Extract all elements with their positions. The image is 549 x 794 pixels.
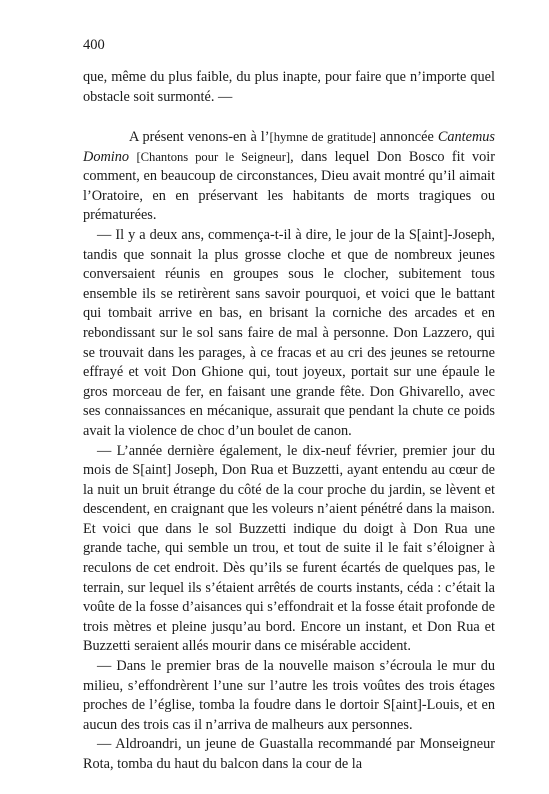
- text-block-intro: [83, 68, 495, 107]
- paragraph-cesspit: — L’année dernière également, le dix-neuf février, premier jour du mois de S[aint] Joseph, Don Rua et Buzzetti, ayant entendu au cœur de la nuit un bruit étrange du côté de la cour proche du jardin, se lèvent et descendent, en craignant que les voleurs n’aient pénétré dans la maison. Et voici que dans le sol Buzzetti indique du doigt à Don Rua une grande tache, qui semble un trou, et tout de suite il le fait s’éloigner à reculons de cet endroit. Dès qu’ils se furent écartés de quelques pas, le terrain, sur lequel ils s’étaient arrêtés de courts instants, céda : c’était la voûte de la fosse d’aisances qui s’effondrait et la fosse était profonde de trois mètres et pleine jusqu’au bord. Encore un instant, et Don Rua et Buzzetti seraient allés mourir dans ce misérable accident.: [83, 442, 495, 655]
- text-block-main: [83, 128, 495, 775]
- paragraph-new-house: — Dans le premier bras de la nouvelle maison s’écroula le mur du milieu, s’effondrèrent l’une sur l’autre les trois voûtes des trois étages proches de l’église, tomba la foudre dans le dortoir S[aint]-Louis, et en aucun des trois cas il n’arriva de malheurs aux personnes.: [83, 658, 495, 733]
- paragraph-continuation: que, même du plus faible, du plus inapte, pour faire que n’importe quel obstacle soit surmonté. —: [83, 69, 495, 105]
- paragraph-aldroandri: — Aldroandri, un jeune de Guastalla recommandé par Monseigneur Rota, tomba du haut du balcon dans la cour de la: [83, 736, 495, 772]
- paragraph-text: , dans lequel Don Bosco fit voir comment, en beaucoup de circonstances, Dieu avait montré qu’il aimait l’Oratoire, en en préservant les habitants de morts tragiques ou prématurées.: [83, 148, 495, 224]
- editorial-note: [Chantons pour le Seigneur]: [136, 149, 291, 164]
- paragraph-bell: — Il y a deux ans, commença-t-il à dire, le jour de la S[aint]-Joseph, tandis que sonnait la plus grosse cloche et que de nombreux jeunes conversaient réunis en groupes sous le clocher, subitement tous ensemble ils se retirèrent sans savoir pourquoi, et voici que le battant qui tombait arrive en bas, en brisant la corniche des arcades et en rebondissant sur le sol sans faire de mal à personne. Don Lazzero, qui se trouvait dans les parages, à ce fracas et au cri des jeunes se retourne effrayé et voit Don Ghione qui, tout joyeux, portait sur une épaule le gros morceau de fer, en faisant une grande fête. Don Ghivarello, avec ses connaissances en mécanique, assurait que pendant la chute ce poids avait la violence de choc d’un boulet de canon.: [83, 226, 495, 439]
- paragraph-text: annoncée: [375, 129, 438, 145]
- work-title: Cantemus Domino: [83, 129, 496, 165]
- page-number: 400: [83, 37, 105, 53]
- paragraph-text: A présent venons-en à l’: [129, 129, 270, 145]
- editorial-note: [hymne de gratitude]: [269, 130, 376, 144]
- paragraph-cantemus: [83, 128, 495, 226]
